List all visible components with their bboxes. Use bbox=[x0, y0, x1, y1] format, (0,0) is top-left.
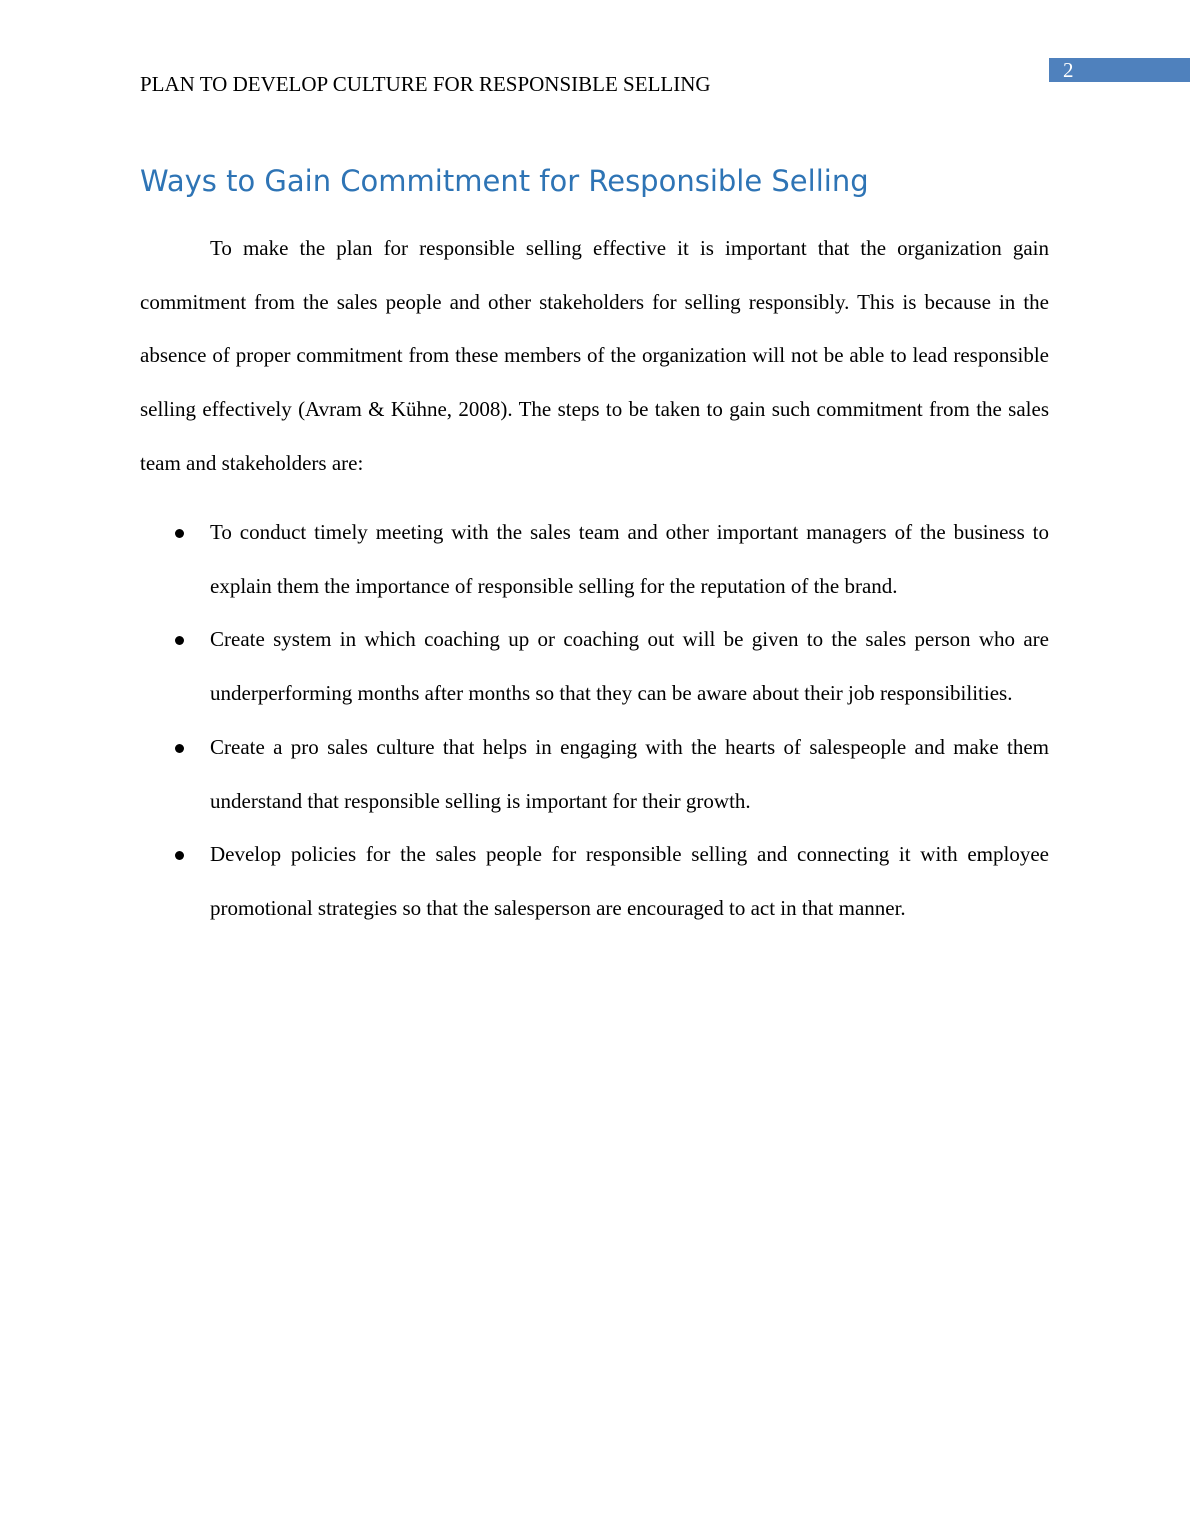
page-number: 2 bbox=[1063, 58, 1074, 82]
running-head: PLAN TO DEVELOP CULTURE FOR RESPONSIBLE SELLING bbox=[140, 72, 711, 96]
list-item-text: To conduct timely meeting with the sales team and other important managers of the business to explain them the importance of responsible selling for the reputation of the brand. bbox=[210, 520, 1049, 598]
page-number-badge bbox=[1049, 58, 1190, 82]
steps-list bbox=[140, 506, 1049, 936]
list-item-text: Create system in which coaching up or coaching out will be given to the sales person who are underperforming months after months so that they can be aware about their job responsibilities. bbox=[210, 627, 1049, 706]
bullet-icon bbox=[175, 851, 184, 860]
list-item bbox=[140, 506, 1049, 613]
list-item bbox=[140, 828, 1049, 935]
bullet-icon bbox=[175, 636, 184, 645]
bullet-icon bbox=[175, 744, 184, 753]
intro-paragraph: To make the plan for responsible selling effective it is important that the organization gain commitment from the sales people and other stakeholders for selling responsibly. This is because in the absence of proper commitment from these members of the organization will not be able to lead responsible selling effectively (Avram & Kühne, 2008). The steps to be taken to gain such commitment from the sales team and stakeholders are: bbox=[140, 236, 1049, 475]
list-item bbox=[140, 613, 1049, 720]
list-item-text: Create a pro sales culture that helps in engaging with the hearts of salespeople and make them understand that responsible selling is important for their growth. bbox=[210, 734, 1049, 813]
bullet-icon bbox=[175, 529, 184, 538]
section-heading: Ways to Gain Commitment for Responsible Selling bbox=[140, 164, 869, 198]
list-item-text: Develop policies for the sales people for responsible selling and connecting it with employee promotional strategies so that the salesperson are encouraged to act in that manner. bbox=[210, 842, 1049, 920]
list-item bbox=[140, 721, 1049, 828]
